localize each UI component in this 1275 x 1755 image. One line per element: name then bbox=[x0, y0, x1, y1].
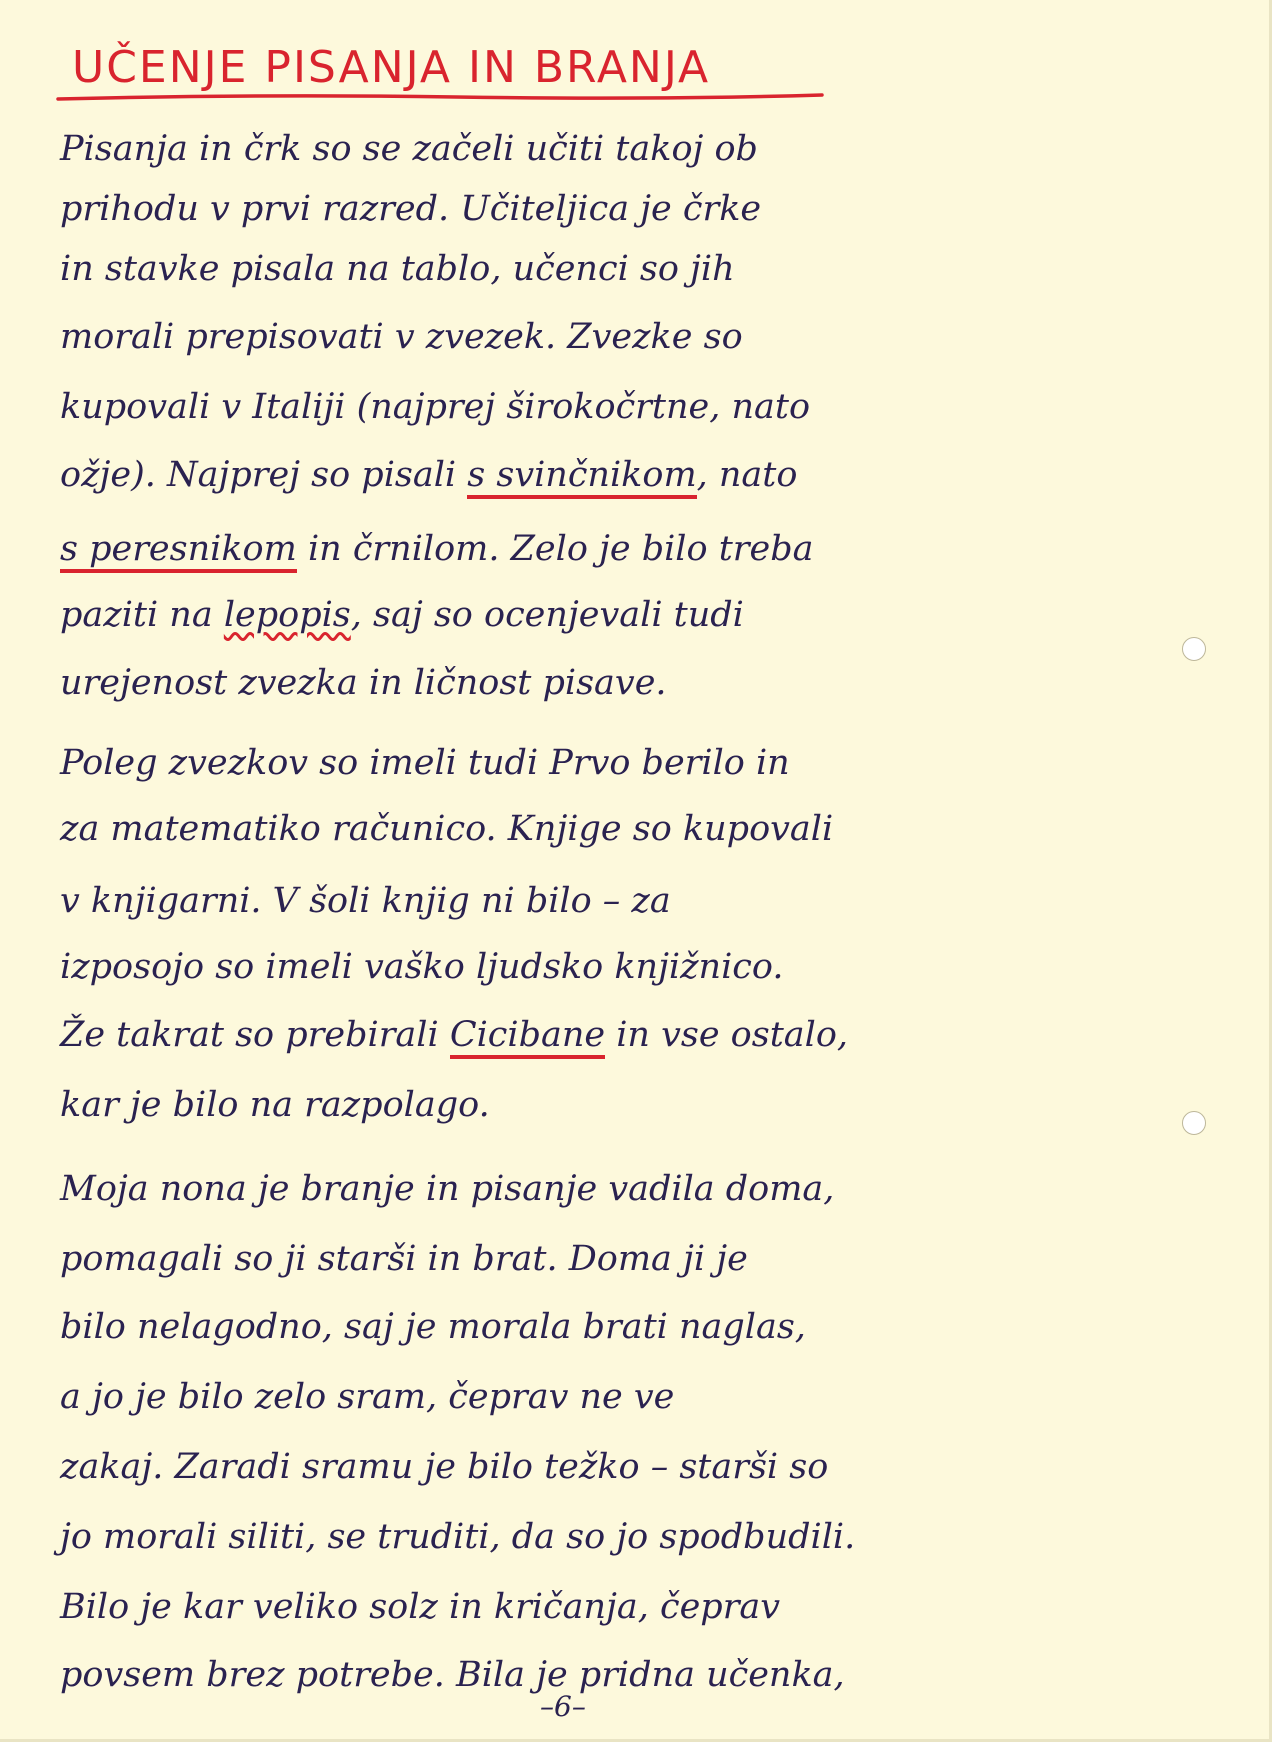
text-line bbox=[60, 595, 744, 635]
text-segment: , nato bbox=[696, 455, 798, 495]
text-line: kupovali v Italiji (najprej širokočrtne, nato bbox=[60, 387, 811, 427]
underlined-term: s peresnikom bbox=[60, 532, 297, 573]
text-line: Bilo je kar veliko solz in kričanja, čeprav bbox=[60, 1587, 781, 1627]
text-segment: , saj so ocenjevali tudi bbox=[350, 595, 744, 635]
text-segment: in črnilom. Zelo je bilo treba bbox=[296, 529, 814, 569]
text-line: kar je bilo na razpolago. bbox=[60, 1085, 490, 1125]
text-line: Moja nona je branje in pisanje vadila doma, bbox=[60, 1169, 835, 1209]
text-line: za matematiko računico. Knjige so kupovali bbox=[60, 809, 834, 849]
underlined-term: lepopis bbox=[223, 595, 351, 635]
page-number: –6– bbox=[540, 1690, 586, 1723]
underlined-term: Cicibane bbox=[450, 1018, 605, 1059]
text-line: morali prepisovati v zvezek. Zvezke so bbox=[60, 317, 743, 357]
text-line: bilo nelagodno, saj je morala brati naglas, bbox=[60, 1307, 806, 1347]
punch-hole-top bbox=[1182, 637, 1206, 661]
punch-hole-bottom bbox=[1182, 1111, 1206, 1135]
text-segment: in vse ostalo, bbox=[605, 1015, 849, 1055]
text-line: izposojo so imeli vaško ljudsko knjižnico. bbox=[60, 947, 784, 987]
text-line: a jo je bilo zelo sram, čeprav ne ve bbox=[60, 1377, 675, 1417]
text-segment: Že takrat so prebirali bbox=[60, 1015, 450, 1055]
text-line: povsem brez potrebe. Bila je pridna učenka, bbox=[60, 1655, 845, 1695]
text-segment: paziti na bbox=[60, 595, 224, 635]
text-line: in stavke pisala na tablo, učenci so jih bbox=[60, 249, 735, 289]
text-line bbox=[60, 1015, 849, 1059]
text-line: pomagali so ji starši in brat. Doma ji je bbox=[60, 1239, 748, 1279]
text-line: Pisanja in črk so se začeli učiti takoj ob bbox=[60, 129, 758, 169]
text-line: v knjigarni. V šoli knjig ni bilo – za bbox=[60, 881, 671, 921]
page-title: UČENJE PISANJA IN BRANJA bbox=[72, 42, 711, 93]
text-line: jo morali siliti, se truditi, da so jo spodbudili. bbox=[60, 1517, 856, 1557]
text-line: Poleg zvezkov so imeli tudi Prvo berilo in bbox=[60, 743, 790, 783]
text-line: prihodu v prvi razred. Učiteljica je črke bbox=[60, 189, 762, 229]
title-underline bbox=[56, 90, 824, 104]
text-line bbox=[60, 529, 814, 573]
text-line bbox=[60, 455, 798, 499]
text-line: urejenost zvezka in ličnost pisave. bbox=[60, 663, 667, 703]
underlined-term: s svinčnikom bbox=[467, 458, 696, 499]
text-line: zakaj. Zaradi sramu je bilo težko – starši so bbox=[60, 1447, 829, 1487]
text-segment: ožje). Najprej so pisali bbox=[60, 455, 468, 495]
